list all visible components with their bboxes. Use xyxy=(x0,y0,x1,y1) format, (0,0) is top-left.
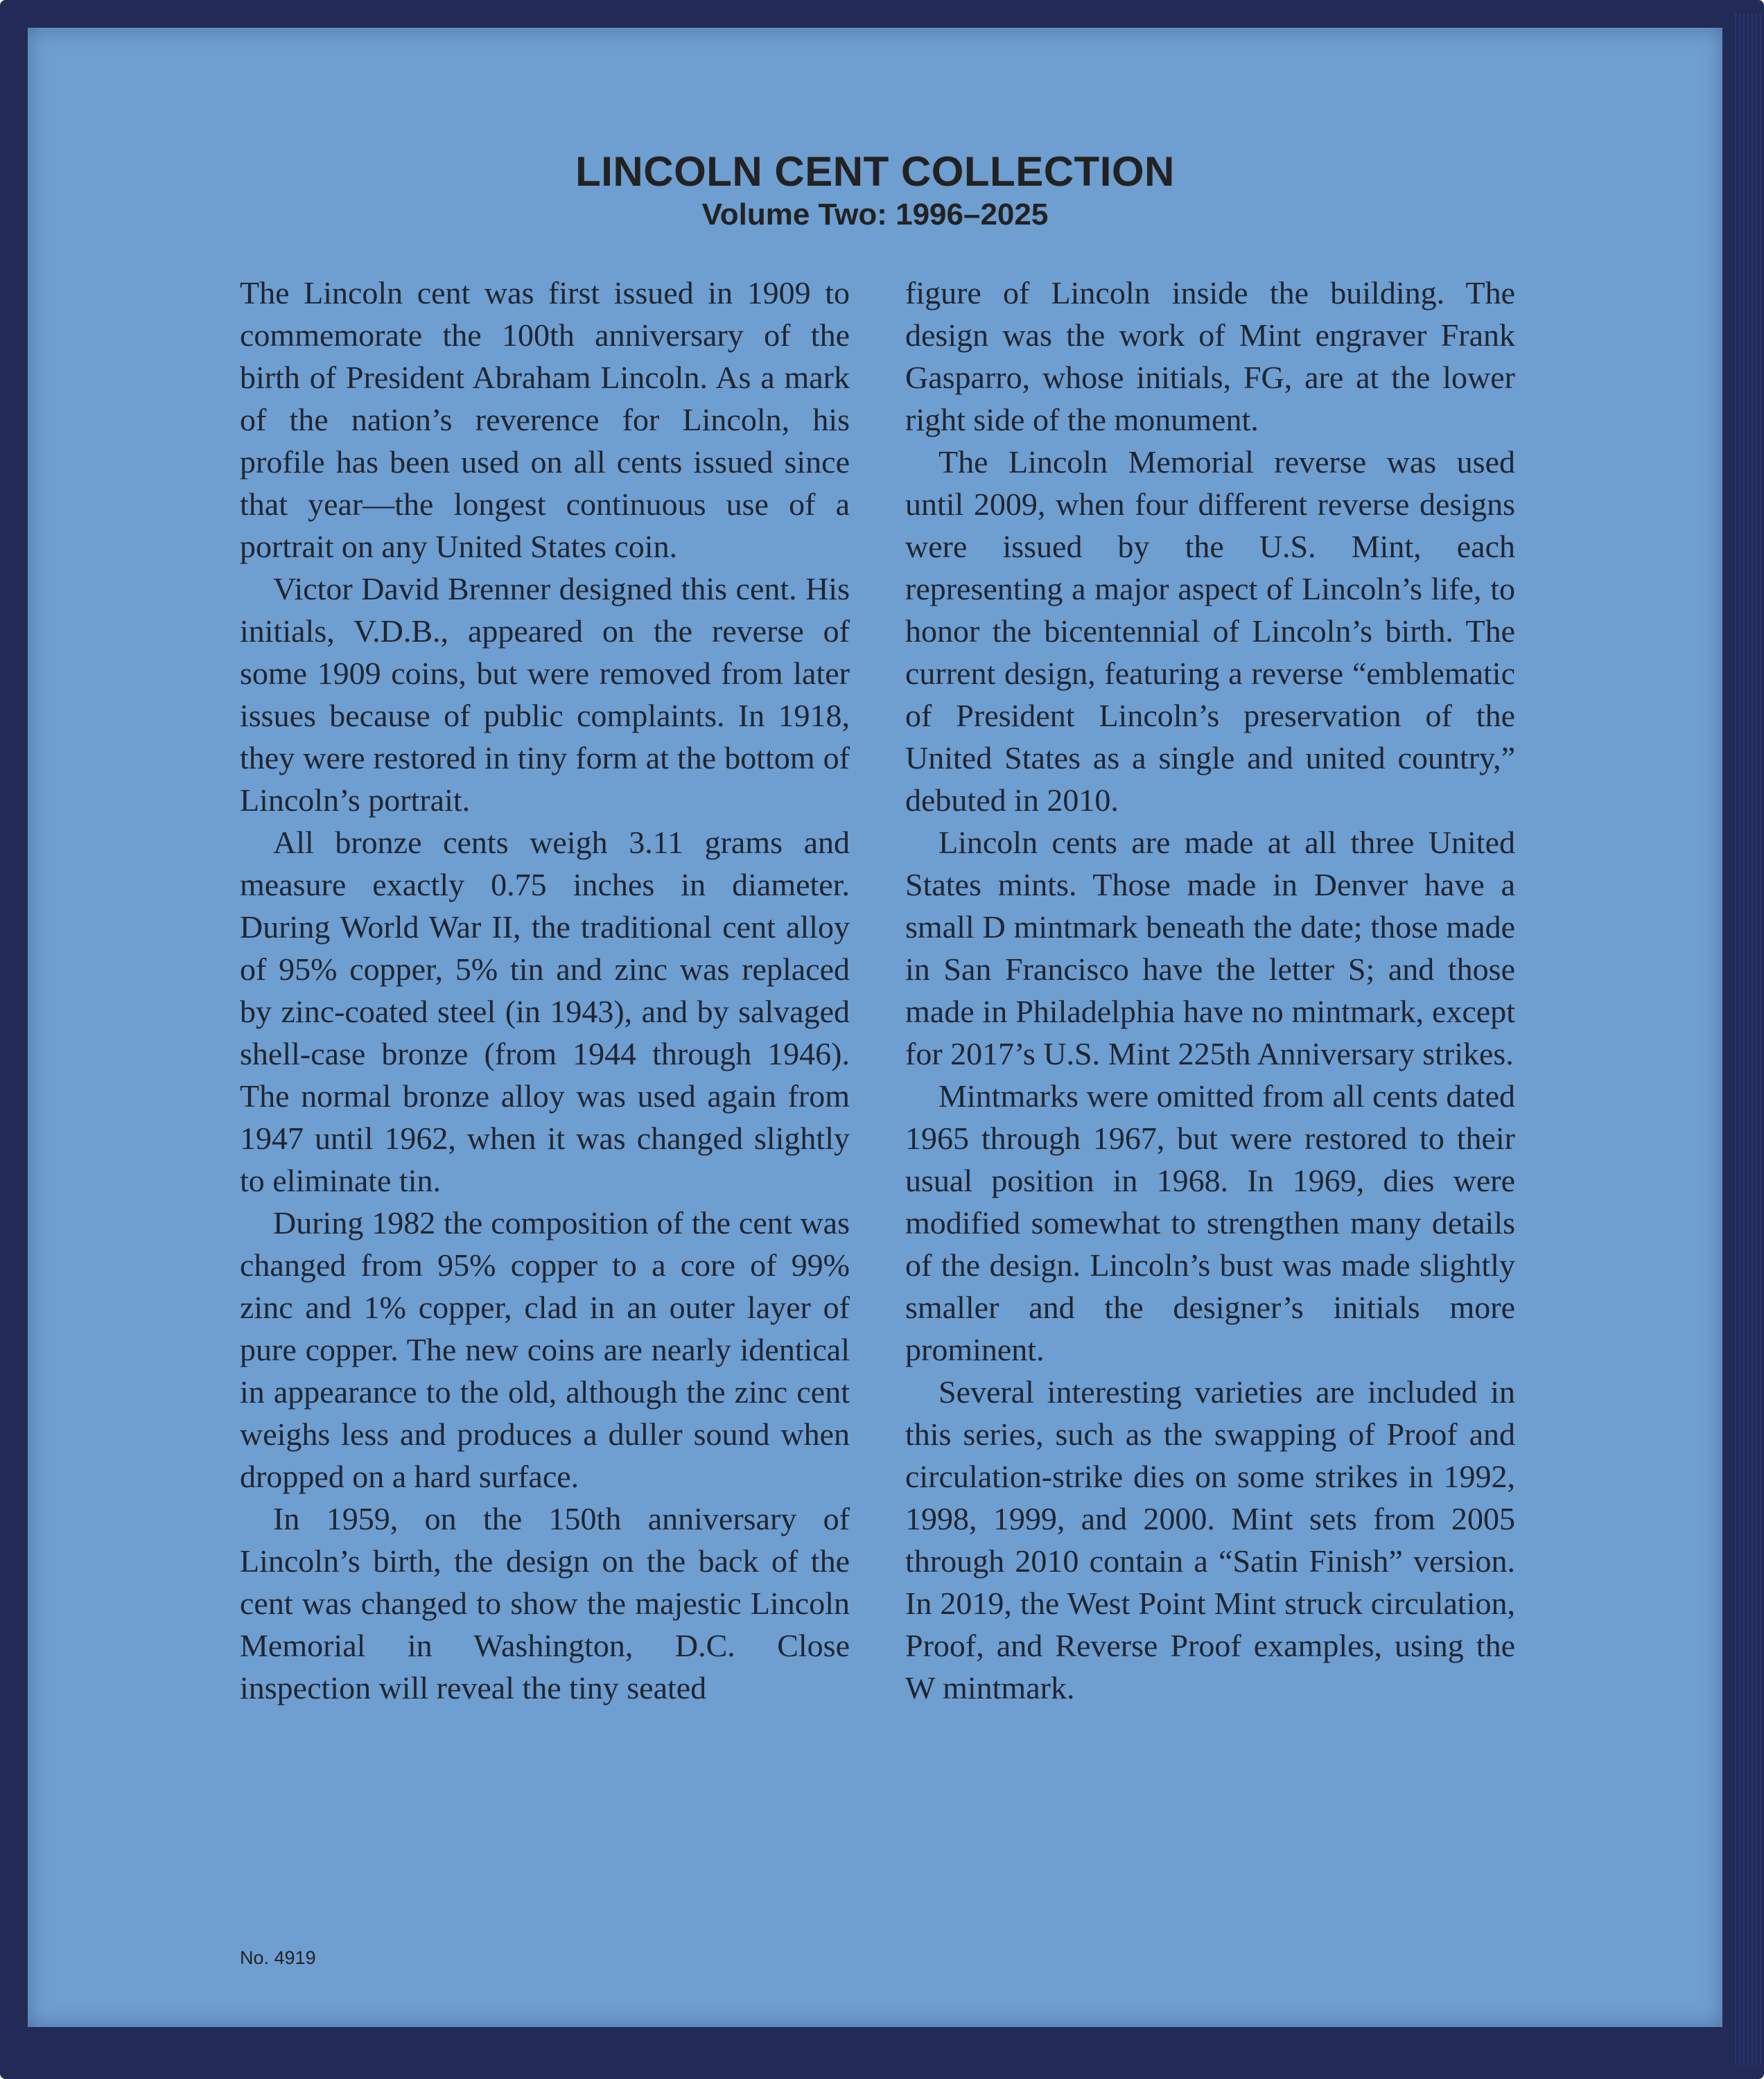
paragraph: All bronze cents weigh 3.11 grams and measure exactly 0.75 inches in diameter. During World War II, the traditional cent alloy of 95% copper, 5% tin and zinc was replaced by zinc-coated steel (in 1943), and by salvaged shell-case bronze (from 1944 through 1946). The normal bronze alloy was used again from 1947 until 1962, when it was changed slightly to eliminate tin. xyxy=(240,825,850,1198)
paragraph: The Lincoln cent was first issued in 1909 to commemorate the 100th anniversary of the birth of President Abraham Lincoln. As a mark of the nation’s reverence for Lincoln, his profile has been used on all cents issued since that year—the longest continuous use of a portrait on any United States coin. xyxy=(240,275,850,564)
paragraph: In 1959, on the 150th anniversary of Lincoln’s birth, the design on the back of the cent was changed to show the majestic Lincoln Memorial in Washington, D.C. Close inspection will reveal the tiny seated xyxy=(240,1501,850,1705)
paragraph: Victor David Brenner designed this cent. His initials, V.D.B., appeared on the reverse of some 1909 coins, but were removed from later issues because of public complaints. In 1918, they were restored in tiny form at the bottom of Lincoln’s portrait. xyxy=(240,571,850,818)
paragraph: Several interesting varieties are included in this series, such as the swapping of Proof and circulation-strike dies on some strikes in 1992, 1998, 1999, and 2000. Mint sets from 2005 through 2010 contain a “Satin Finish” version. In 2019, the West Point Mint struck circulation, Proof, and Reverse Proof examples, using the W mintmark. xyxy=(905,1374,1515,1705)
paragraph: Lincoln cents are made at all three United States mints. Those made in Denver have a small D mintmark beneath the date; those made in San Francisco have the letter S; and those made in Philadelphia have no mintmark, except for 2017’s U.S. Mint 225th Anniversary strikes. xyxy=(905,825,1515,1071)
paragraph: Mintmarks were omitted from all cents dated 1965 through 1967, but were restored to their usual position in 1968. In 1969, dies were modified somewhat to strengthen many details of the design. Lincoln’s bust was made slightly smaller and the designer’s initials more prominent. xyxy=(905,1078,1515,1367)
back-cover-panel xyxy=(28,28,1722,2027)
paragraph: During 1982 the composition of the cent was changed from 95% copper to a core of 99% zinc and 1% copper, clad in an outer layer of pure copper. The new coins are nearly identical in appearance to the old, although the zinc cent weighs less and produces a duller sound when dropped on a hard surface. xyxy=(240,1205,850,1494)
page-subtitle: Volume Two: 1996–2025 xyxy=(701,198,1049,231)
catalog-number: No. 4919 xyxy=(240,1947,316,1968)
page-title: LINCOLN CENT COLLECTION xyxy=(575,148,1175,195)
left-text-column xyxy=(240,272,850,1709)
paragraph: figure of Lincoln inside the building. The design was the work of Mint engraver Frank Gasparro, whose initials, FG, are at the lower right side of the monument. xyxy=(905,275,1515,437)
paragraph: The Lincoln Memorial reverse was used until 2009, when four different reverse designs were issued by the U.S. Mint, each representing a major aspect of Lincoln’s life, to honor the bicentennial of Lincoln’s birth. The current design, featuring a reverse “emblematic of President Lincoln’s preservation of the United States as a single and united country,” debuted in 2010. xyxy=(905,444,1515,818)
right-text-column xyxy=(905,272,1515,1709)
